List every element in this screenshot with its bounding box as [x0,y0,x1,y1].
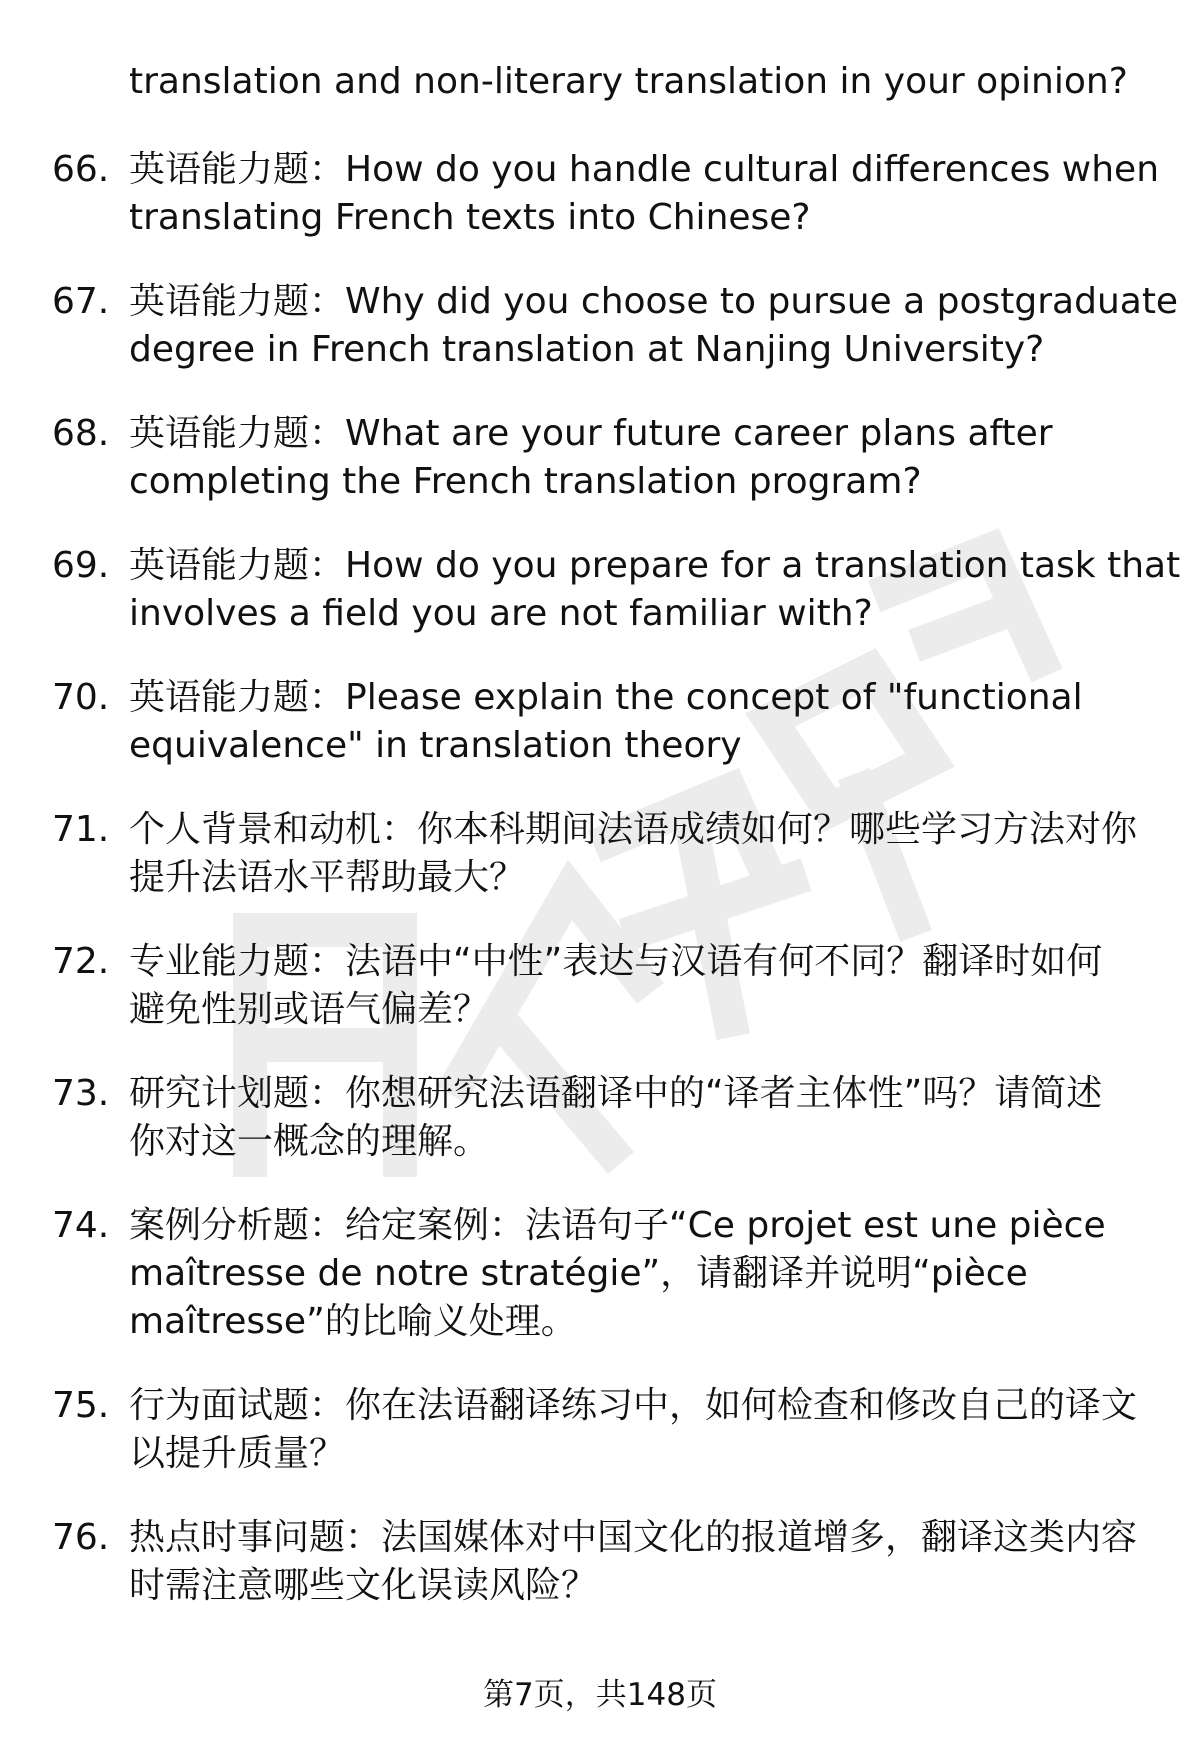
question-item [0,146,1200,278]
question-item [0,674,1200,806]
question-item [0,938,1200,1070]
question-line: 个人背景和动机：你本科期间法语成绩如何？哪些学习方法对你 [129,809,1138,850]
question-number: 67. [52,281,110,322]
question-number: 74. [52,1205,110,1246]
question-text [129,938,1139,1034]
question-line: 研究计划题：你想研究法语翻译中的“译者主体性”吗？请简述 [129,1073,1103,1114]
question-item [0,806,1200,938]
question-number: 76. [52,1517,110,1558]
question-item [0,1382,1200,1514]
question-item [0,410,1200,542]
continued-question-text: translation and non-literary translation in your opinion? [129,61,1128,102]
question-text [129,806,1139,902]
page-footer: 第7页，共148页 [483,1677,717,1713]
question-line: maîtresse de notre stratégie”，请翻译并说明“pièce [129,1253,1028,1294]
question-line: 英语能力题：How do you handle cultural differences when [129,149,1160,190]
question-list [0,146,1200,1646]
question-line: 避免性别或语气偏差？ [129,989,490,1030]
question-number: 73. [52,1073,110,1114]
question-line: completing the French translation program? [129,461,922,502]
question-text [129,1070,1139,1166]
question-item [0,278,1200,410]
question-number: 66. [52,149,110,190]
question-number: 71. [52,809,110,850]
question-number: 72. [52,941,110,982]
question-line: 英语能力题：How do you prepare for a translation task that [129,545,1181,586]
question-item [0,1202,1200,1382]
question-line: 你对这一概念的理解。 [129,1121,490,1162]
question-line: 以提升质量？ [129,1433,346,1474]
question-text [129,674,1139,770]
question-text [129,410,1139,506]
question-item [0,1070,1200,1202]
question-line: equivalence" in translation theory [129,725,742,766]
question-line: 英语能力题：Please explain the concept of "functional [129,677,1083,718]
question-line: 案例分析题：给定案例：法语句子“Ce projet est une pièce [129,1205,1106,1246]
question-text [129,542,1181,638]
question-text [129,1514,1139,1610]
question-text [129,278,1179,374]
question-line: 时需注意哪些文化误读风险？ [129,1565,598,1606]
question-line: 英语能力题：Why did you choose to pursue a postgraduate [129,281,1179,322]
question-line: 专业能力题：法语中“中性”表达与汉语有何不同？翻译时如何 [129,941,1103,982]
question-line: involves a field you are not familiar with? [129,593,873,634]
question-line: 提升法语水平帮助最大？ [129,857,526,898]
question-item [0,542,1200,674]
question-line: 热点时事问题：法国媒体对中国文化的报道增多，翻译这类内容 [129,1517,1138,1558]
question-number: 75. [52,1385,110,1426]
question-number: 70. [52,677,110,718]
question-line: translating French texts into Chinese? [129,197,811,238]
question-text [129,1382,1139,1478]
question-item [0,1514,1200,1646]
question-text [129,146,1160,242]
question-number: 68. [52,413,110,454]
question-line: 英语能力题：What are your future career plans after [129,413,1053,454]
question-text [129,1202,1139,1346]
question-line: degree in French translation at Nanjing University? [129,329,1045,370]
question-line: maîtresse”的比喻义处理。 [129,1301,577,1342]
question-line: 行为面试题：你在法语翻译练习中，如何检查和修改自己的译文 [129,1385,1138,1426]
question-number: 69. [52,545,110,586]
